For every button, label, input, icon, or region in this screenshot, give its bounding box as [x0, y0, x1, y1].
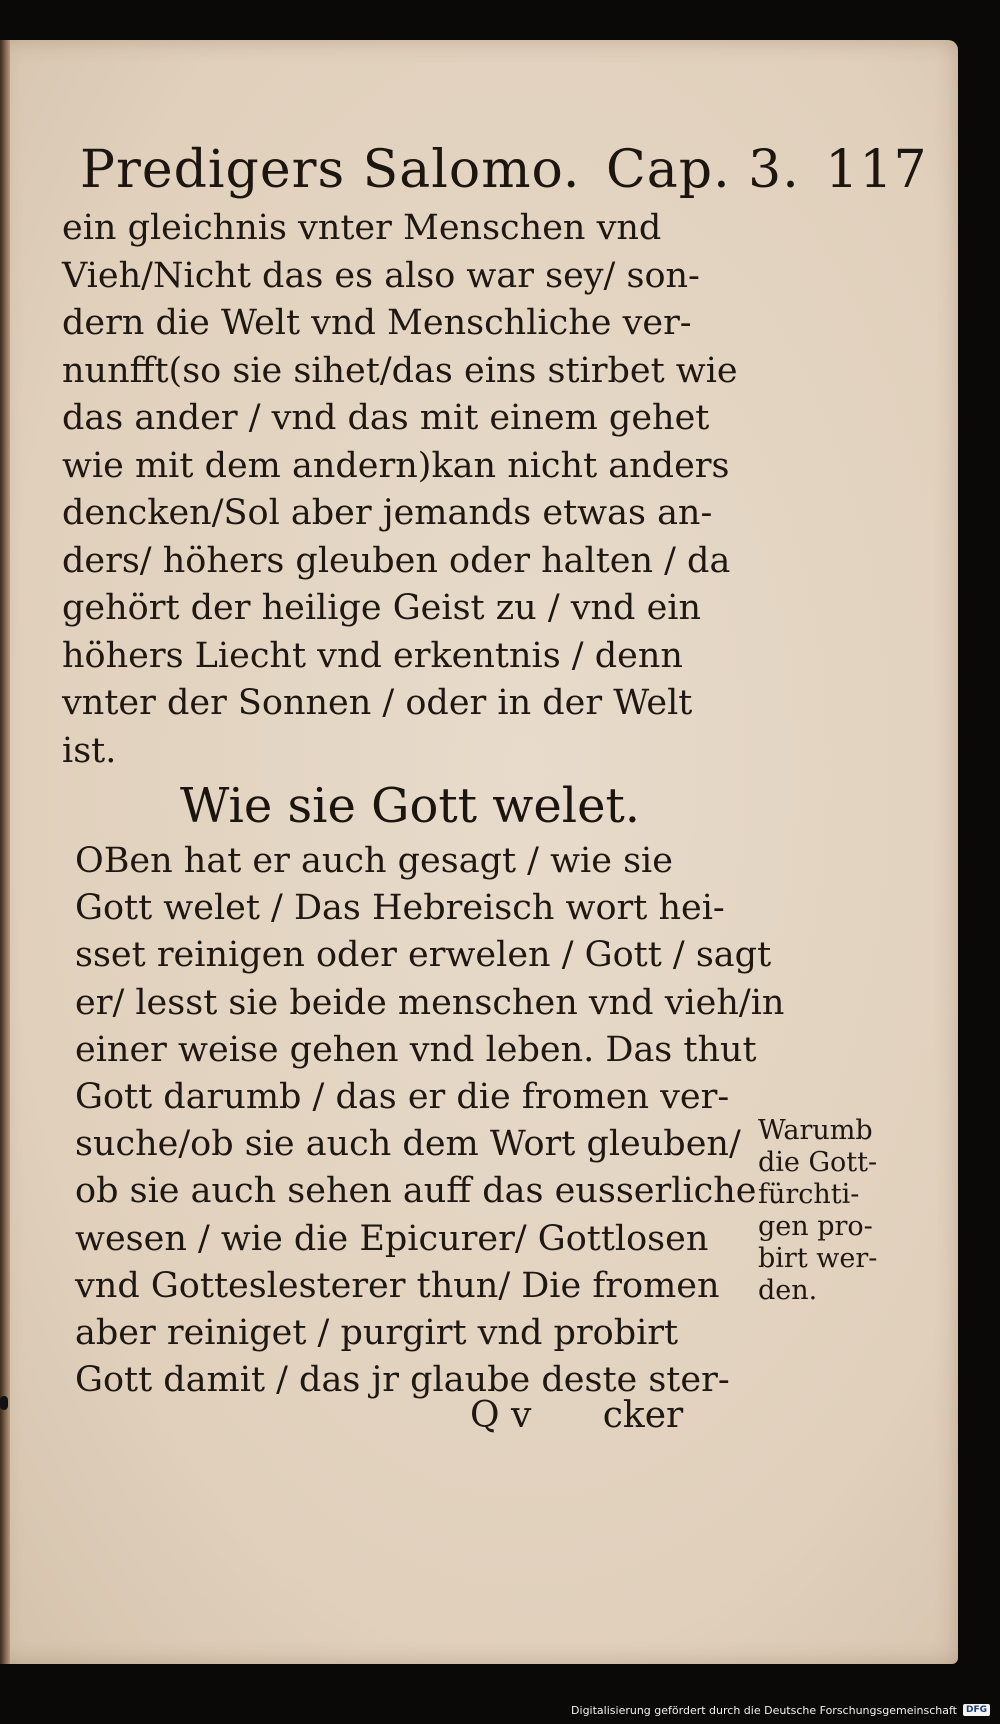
text-line: vnd Gotteslesterer thun/ Die fromen	[75, 1265, 720, 1306]
marginal-note	[758, 1115, 908, 1307]
chapter-label: Cap. 3.	[606, 140, 800, 200]
margin-note-line: fürchti-	[758, 1179, 860, 1210]
margin-note-line: birt wer-	[758, 1243, 878, 1274]
body-text-upper	[62, 205, 752, 775]
dfg-logo-icon: DFG	[963, 1704, 990, 1716]
text-line: OBen hat er auch gesagt / wie sie	[75, 841, 673, 881]
running-title: Predigers Salomo.	[80, 140, 581, 200]
text-line: einer weise gehen vnd leben. Das thut	[75, 1029, 757, 1070]
text-line: Vieh/Nicht das es also war sey/ son-	[62, 255, 700, 296]
text-line: vnter der Sonnen / oder in der Welt	[62, 683, 693, 723]
text-line: dern die Welt vnd Menschliche ver-	[62, 303, 692, 343]
body-text-lower	[75, 838, 785, 1404]
text-line: sset reinigen oder erwelen / Gott / sagt	[75, 935, 772, 976]
text-line: wie mit dem andern)kan nicht anders	[62, 445, 730, 486]
text-line: wesen / wie die Epicurer/ Gottlosen	[75, 1218, 709, 1259]
binding-mark	[0, 1396, 8, 1410]
text-line: ist.	[62, 730, 117, 771]
text-line: suche/ob sie auch dem Wort gleuben/	[75, 1124, 741, 1165]
margin-note-line: gen pro-	[758, 1211, 873, 1242]
margin-note-line: Warumb	[758, 1115, 873, 1146]
text-line: ob sie auch sehen auff das eusserliche	[75, 1171, 757, 1212]
text-line: er/ lesst sie beide menschen vnd vieh/in	[75, 982, 785, 1023]
text-line: ders/ höhers gleuben oder halten / da	[62, 540, 731, 581]
running-header	[80, 140, 928, 200]
text-line: gehört der heilige Geist zu / vnd ein	[62, 588, 702, 628]
text-line: ein gleichnis vnter Menschen vnd	[62, 208, 662, 248]
text-line: aber reiniget / purgirt vnd probirt	[75, 1313, 679, 1354]
page-gutter-edge	[0, 40, 10, 1664]
text-line: Gott welet / Das Hebreisch wort hei-	[75, 888, 725, 929]
signature-mark: Q v	[470, 1395, 532, 1436]
footer-credit: Digitalisierung gefördert durch die Deutsche Forschungsgemeinschaft	[571, 1703, 957, 1717]
catchword: cker	[602, 1395, 684, 1436]
text-line: Gott damit / das jr glaube deste ster-	[75, 1360, 730, 1401]
text-line: das ander / vnd das mit einem gehet	[62, 398, 710, 438]
digitization-footer	[571, 1700, 990, 1720]
margin-note-line: die Gott-	[758, 1147, 878, 1178]
text-line: dencken/Sol aber jemands etwas an-	[62, 493, 713, 533]
text-line: nunfft(so sie sihet/das eins stirbet wie	[62, 350, 738, 391]
page-number: 117	[825, 140, 928, 200]
margin-note-line: den.	[758, 1275, 818, 1306]
text-line: Gott darumb / das er die fromen ver-	[75, 1077, 730, 1118]
text-line: höhers Liecht vnd erkentnis / denn	[62, 635, 683, 676]
section-heading: Wie sie Gott welet.	[180, 778, 641, 834]
catchline	[470, 1395, 770, 1436]
